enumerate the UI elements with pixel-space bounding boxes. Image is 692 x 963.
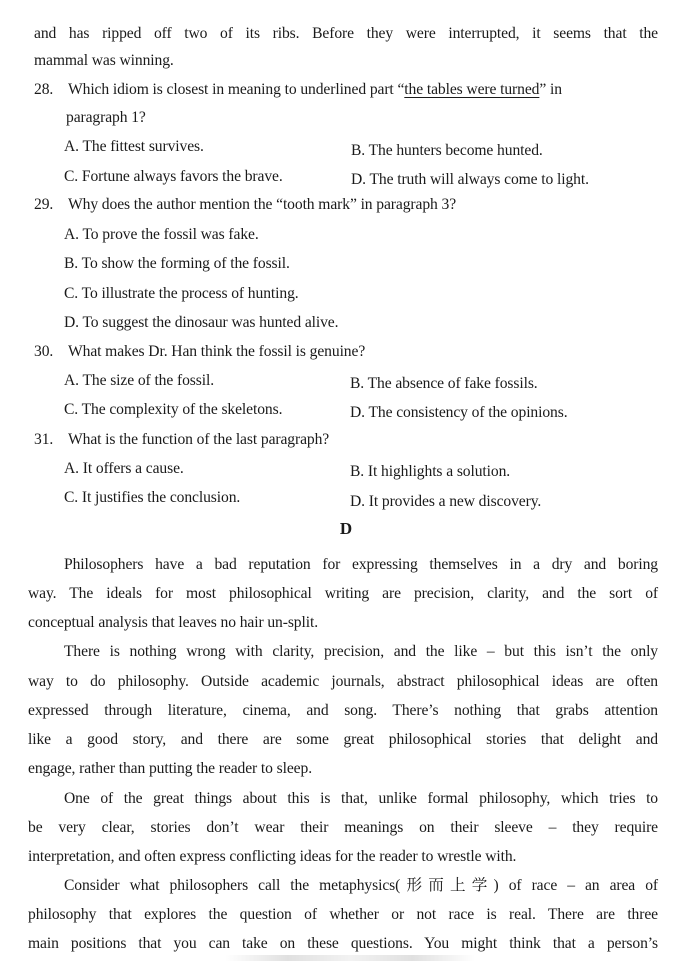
question-number: 30. — [34, 343, 54, 360]
option-28-c[interactable]: C. Fortune always favors the brave. — [64, 168, 283, 185]
paragraph-line: One of the great things about this is that, unlike formal philosophy, which tries to — [64, 790, 658, 807]
section-heading: D — [339, 519, 353, 538]
option-29-d[interactable]: D. To suggest the dinosaur was hunted alive. — [64, 314, 339, 331]
paragraph-line: way to do philosophy. Outside academic journals, abstract philosophical ideas are often — [28, 673, 658, 690]
option-28-b[interactable]: B. The hunters become hunted. — [351, 142, 543, 159]
option-29-c[interactable]: C. To illustrate the process of hunting. — [64, 285, 299, 302]
option-31-c[interactable]: C. It justifies the conclusion. — [64, 489, 241, 506]
question-28-stem-cont: paragraph 1? — [66, 109, 146, 126]
question-30-stem — [34, 342, 365, 362]
stem-text: Why does the author mention the “tooth mark” in paragraph 3? — [68, 196, 457, 213]
paragraph-line: Philosophers have a bad reputation for expressing themselves in a dry and boring — [64, 556, 658, 573]
option-29-b[interactable]: B. To show the forming of the fossil. — [64, 255, 290, 272]
option-29-a[interactable]: A. To prove the fossil was fake. — [64, 226, 259, 243]
paragraph-line: engage, rather than putting the reader to sleep. — [28, 760, 312, 777]
passage-line: mammal was winning. — [34, 52, 174, 69]
stem-text: What is the function of the last paragraph? — [68, 431, 330, 448]
paragraph-line: There is nothing wrong with clarity, precision, and the like – but this isn’t the only — [64, 643, 658, 660]
stem-text: What makes Dr. Han think the fossil is genuine? — [68, 343, 366, 360]
stem-text: ” in — [539, 81, 562, 98]
option-31-a[interactable]: A. It offers a cause. — [64, 460, 184, 477]
paragraph-line: way. The ideals for most philosophical writing are precision, clarity, and the sort of — [28, 585, 658, 602]
option-28-a[interactable]: A. The fittest survives. — [64, 138, 204, 155]
paragraph-line: Consider what philosophers call the metaphysics(形而上学) of race – an area of — [64, 877, 658, 894]
cut-off-line-fragment — [225, 955, 475, 961]
paragraph-line: like a good story, and there are some great philosophical stories that delight and — [28, 731, 658, 748]
stem-text: Which idiom is closest in meaning to underlined part “ — [68, 81, 405, 98]
paragraph-line: philosophy that explores the question of whether or not race is real. There are three — [28, 906, 658, 923]
question-number: 31. — [34, 431, 54, 448]
option-28-d[interactable]: D. The truth will always come to light. — [351, 171, 589, 188]
option-30-b[interactable]: B. The absence of fake fossils. — [350, 375, 538, 392]
paragraph-line: conceptual analysis that leaves no hair un-split. — [28, 614, 318, 631]
option-30-c[interactable]: C. The complexity of the skeletons. — [64, 401, 283, 418]
option-30-d[interactable]: D. The consistency of the opinions. — [350, 404, 568, 421]
paragraph-line: be very clear, stories don’t wear their meanings on their sleeve – they require — [28, 819, 658, 836]
paragraph-line: main positions that you can take on these questions. You might think that a person’s — [28, 935, 658, 952]
paragraph-line: expressed through literature, cinema, and song. There’s nothing that grabs attention — [28, 702, 658, 719]
question-number: 29. — [34, 196, 54, 213]
option-30-a[interactable]: A. The size of the fossil. — [64, 372, 214, 389]
paragraph-line: interpretation, and often express conflicting ideas for the reader to wrestle with. — [28, 848, 517, 865]
question-29-stem — [34, 195, 456, 215]
question-28-stem — [34, 80, 658, 100]
passage-line: and has ripped off two of its ribs. Before they were interrupted, it seems that the — [34, 25, 658, 42]
option-31-d[interactable]: D. It provides a new discovery. — [350, 493, 542, 510]
underlined-phrase: the tables were turned — [404, 81, 540, 98]
question-number: 28. — [34, 81, 54, 98]
option-31-b[interactable]: B. It highlights a solution. — [350, 463, 511, 480]
question-31-stem — [34, 430, 329, 450]
